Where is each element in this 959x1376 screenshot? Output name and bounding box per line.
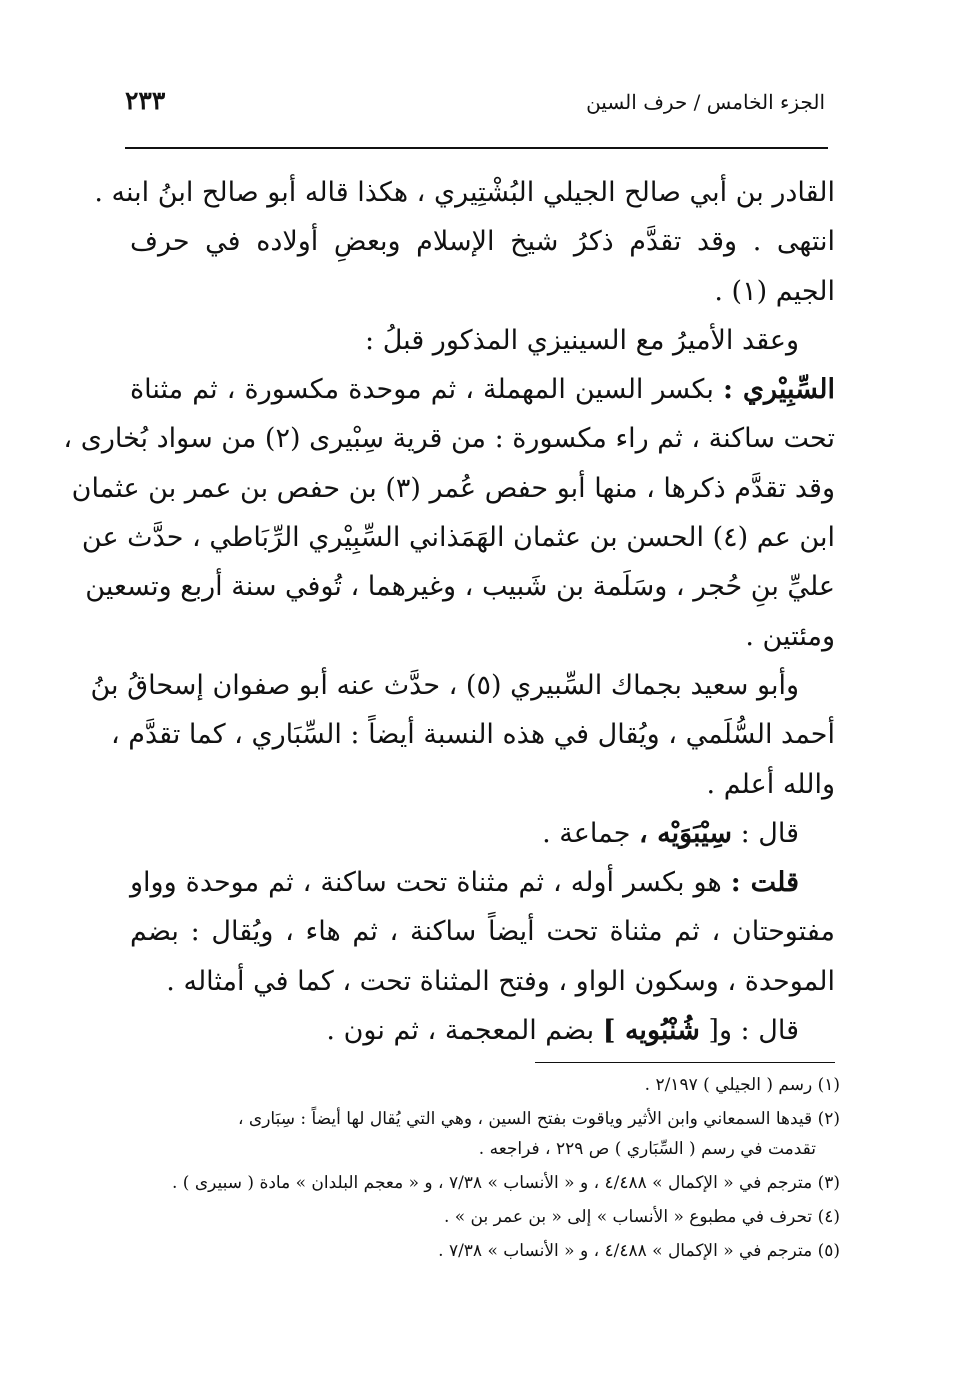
text-line: تحت ساكنة ، ثم راء مكسورة : من قرية سِبْيرى (٢) من سواد بُخارى ، [63, 423, 835, 455]
text-run: جماعة . [542, 817, 631, 849]
footnote-5: (٥) مترجم في « الإكمال » ٤/٤٨٨ ، و « الأنساب » ٧/٣٨ . [438, 1241, 840, 1261]
text-run: بضم المعجمة ، ثم نون . [326, 1015, 595, 1047]
text-run: هو بكسر أوله ، ثم مثناة تحت ساكنة ، ثم موحدة وواو [130, 867, 722, 899]
text-line: مفتوحتان ، ثم مثناة تحت أيضاً ساكنة ، ثم هاء ، ويُقال : بضم [130, 916, 835, 948]
text-line: القادر بن أبي صالح الجيلي البُشْتِيري ، هكذا قاله أبو صالح ابنُ ابنه . [94, 177, 835, 208]
footnotes [130, 1070, 840, 1266]
footnote-separator [535, 1062, 835, 1063]
headword-sibawayh: سِيْبَوَيْه ، [638, 817, 732, 849]
text-line: أحمد السُّلَمي ، ويُقال في هذه النسبة أيضاً : السِّبَاري ، كما تقدَّم ، [110, 719, 835, 751]
text-line: وأبو سعيد بجماك السِّبيري (٥) ، حدَّث عنه أبو صفوان إسحاقُ بنُ [90, 669, 799, 701]
text-line [130, 809, 835, 858]
text-line [130, 858, 835, 907]
main-text [63, 168, 835, 1055]
footnote-1: (١) رسم ( الجيلي ) ٢/١٩٧ . [644, 1075, 840, 1095]
text-line: انتهى . وقد تقدَّم ذكرُ شيخ الإسلام وبعضِ أولاده في حرف [130, 226, 835, 258]
header-rule [125, 147, 828, 149]
text-run: بكسر السين المهملة ، ثم موحدة مكسورة ، ثم مثناة [130, 374, 714, 406]
text-line [130, 1006, 835, 1055]
text-line: الجيم (١) . [714, 275, 835, 307]
text-line: الموحدة ، وسكون الواو ، وفتح المثناة تحت ، كما في أمثاله . [166, 965, 835, 997]
page-header [125, 86, 825, 130]
text-line: وقد تقدَّم ذكرها ، منها أبو حفص عُمر (٣) بن حفص بن عمر بن عثمان [71, 472, 835, 504]
text-line [130, 365, 835, 414]
text-line: وعقد الأميرُ مع السينيزي المذكور قبلُ : [365, 324, 799, 356]
headword-sibiri: السِّبِيْري : [723, 374, 835, 406]
qala-label: قال : [740, 817, 799, 849]
headword-shunbuwayh: شُنْبُويه ] [602, 1015, 700, 1047]
footnote-4: (٤) تحرف في مطبوع « الأنساب » إلى « بن عمر بن » . [443, 1207, 840, 1227]
page-number: ٢٣٣ [125, 86, 166, 115]
qala-wa-label: قال : و[ [708, 1015, 799, 1047]
qultu-label: قلت : [730, 867, 799, 899]
text-line: ابن عم (٤) الحسن بن عثمان الهَمَذاني السِّبِيْري الرِّبَاطي ، حدَّث عن [81, 522, 835, 554]
running-title: الجزء الخامس / حرف السين [586, 90, 825, 114]
text-line: والله أعلم . [706, 768, 835, 800]
text-line: عليِّ بنِ حُجر ، وسَلَمة بن شَبيب ، وغيرهما ، تُوفي سنة أربع وتسعين [85, 571, 835, 603]
footnote-2: (٢) قيدها السمعاني وابن الأثير وياقوت بفتح السين ، وهي التي يُقال لها أيضاً : سِبَارى ، [238, 1109, 840, 1129]
footnote-2-continued: تقدمت في رسم ( السِّبَاري ) ص ٢٢٩ ، فراجعه . [478, 1139, 816, 1159]
text-line: ومئتين . [745, 620, 835, 652]
footnote-3: (٣) مترجم في « الإكمال » ٤/٤٨٨ ، و « الأنساب » ٧/٣٨ ، و « معجم البلدان » مادة ( سبيرى ) . [171, 1173, 840, 1193]
